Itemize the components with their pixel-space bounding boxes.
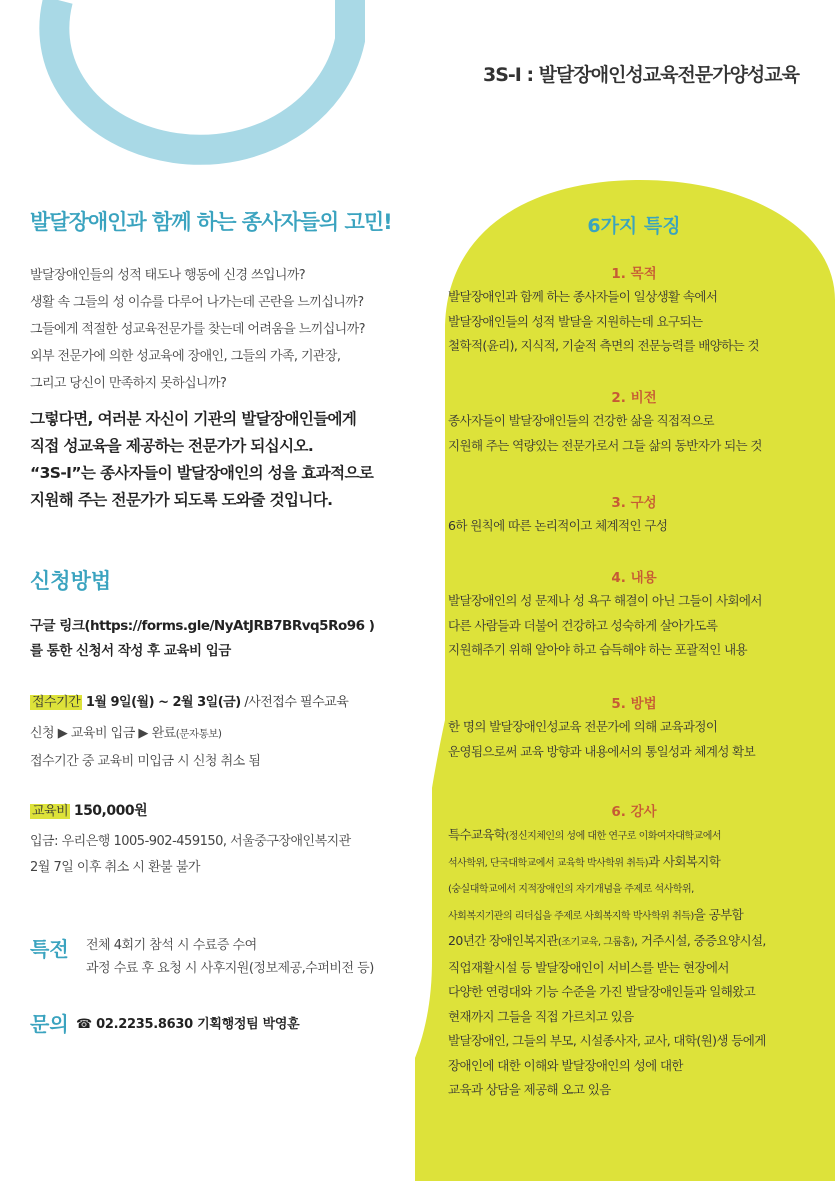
feature-title: 3. 구성 (611, 495, 657, 511)
feature-content (448, 566, 820, 663)
feature-purpose (448, 262, 820, 359)
perks-title: 특전 (30, 937, 69, 961)
feature-title: 4. 내용 (611, 570, 657, 586)
feature-title: 5. 방법 (611, 696, 657, 712)
instructor-line: 다양한 연령대와 기능 수준을 가진 발달장애인들과 일해왔고 (448, 984, 756, 999)
question-line: 외부 전문가에 의한 성교육에 장애인, 그들의 가족, 기관장, (30, 349, 341, 364)
phone-icon: ☎ (76, 1017, 92, 1032)
instructor-text: , 거주시설, 중증요양시설, (634, 933, 766, 948)
feature-line: 발달장애인과 함께 하는 종사자들이 일상생활 속에서 (448, 289, 718, 304)
contact-title: 문의 (30, 1012, 69, 1036)
cta-line: 그렇다면, 여러분 자신이 기관의 발달장애인들에게 (30, 410, 357, 428)
feature-title: 1. 목적 (611, 266, 657, 282)
instructor-line: 직업재활시설 등 발달장애인이 서비스를 받는 현장에서 (448, 959, 729, 975)
instructor-line: 장애인에 대한 이해와 발달장애인의 성에 대한 (448, 1057, 683, 1073)
period-label: 접수기간 (32, 695, 81, 710)
flow-row (30, 722, 221, 741)
question-line: 발달장애인들의 성적 태도나 행동에 신경 쓰입니까? (30, 268, 306, 283)
cta-line: “3S-I”는 종사자들이 발달장애인의 성을 효과적으로 (30, 464, 374, 482)
period-row (30, 690, 348, 715)
feature-line: 지원해주기 위해 알아야 하고 습득해야 하는 포괄적인 내용 (448, 642, 748, 657)
feature-line: 종사자들이 발달장애인들의 건강한 삶을 직접적으로 (448, 413, 714, 428)
cta-line: 지원해 주는 전문가가 되도록 도와줄 것입니다. (30, 491, 333, 509)
feature-title: 2. 비전 (611, 390, 657, 406)
features-title: 6가지 특징 (587, 215, 681, 237)
question-line: 그들에게 적절한 성교육전문가를 찾는데 어려움을 느끼십니까? (30, 322, 365, 337)
feature-line: 한 명의 발달장애인성교육 전문가에 의해 교육과정이 (448, 719, 718, 734)
perk-line: 과정 수료 후 요청 시 사후지원(정보제공,수퍼비전 등) (86, 961, 374, 976)
intro-call-to-action (30, 406, 373, 514)
feature-line: 지원해 주는 역량있는 전문가로서 그들 삶의 동반자가 되는 것 (448, 437, 762, 453)
period-note: /사전접수 필수교육 (244, 695, 349, 710)
instructor-note: (정신지체인의 성에 대한 연구로 이화여자대학교에서 (505, 831, 722, 842)
contact-text[interactable]: 02.2235.8630 기획행정팀 박영훈 (96, 1017, 300, 1032)
instructor-text: 을 공부함 (693, 906, 744, 922)
instructor-line: 발달장애인, 그들의 부모, 시설종사자, 교사, 대학(원)생 등에게 (448, 1033, 766, 1048)
fee-value: 150,000원 (73, 803, 148, 819)
instructor-text: 특수교육학 (448, 827, 506, 842)
apply-link-block (30, 614, 374, 664)
question-line: 생활 속 그들의 성 이슈를 다루어 나가는데 곤란을 느끼십니까? (30, 295, 364, 310)
ring-decoration (54, 0, 350, 150)
feature-title: 6. 강사 (611, 804, 657, 820)
feature-line: 운영됨으로써 교육 방향과 내용에서의 통일성과 체계성 확보 (448, 743, 756, 759)
contact-info (76, 1013, 299, 1032)
bank-info: 입금: 우리은행 1005-902-459150, 서울중구장애인복지관 (30, 834, 351, 849)
instructor-note: 석사학위, 단국대학교에서 교육학 박사학위 취득) (448, 857, 648, 869)
perk-line: 전체 4회기 참석 시 수료증 수여 (86, 938, 257, 953)
instructor-note: (조기교육, 그룹홈) (557, 937, 635, 948)
question-line: 그리고 당신이 만족하지 못하십니까? (30, 376, 227, 391)
instructor-note: 사회복지기관의 리더십을 주제로 사회복지학 박사학위 취득) (448, 910, 694, 922)
instructor-note: (숭실대학교에서 지적장애인의 자기개념을 주제로 석사학위, (448, 884, 694, 895)
fee-label: 교육비 (32, 804, 69, 819)
feature-instructor (448, 800, 820, 1103)
instructor-text: 과 사회복지학 (648, 853, 721, 869)
intro-title: 발달장애인과 함께 하는 종사자들의 고민! (30, 210, 392, 234)
instructor-text: 20년간 장애인복지관 (448, 933, 558, 948)
refund-note: 2월 7일 이후 취소 시 환불 불가 (30, 860, 200, 875)
page-title: 3S-I : 발달장애인성교육전문가양성교육 (483, 64, 799, 86)
apply-link-desc: 를 통한 신청서 작성 후 교육비 입금 (30, 643, 231, 659)
flow-main: 신청 ▶ 교육비 입금 ▶ 완료 (30, 726, 176, 741)
apply-title: 신청방법 (30, 569, 112, 593)
period-value: 1월 9일(월) ~ 2월 3일(금) (85, 695, 241, 710)
feature-method (448, 692, 820, 764)
feature-line: 발달장애인들의 성적 발달을 지원하는데 요구되는 (448, 313, 703, 329)
cancel-note: 접수기간 중 교육비 미입금 시 신청 취소 됨 (30, 754, 261, 769)
feature-structure (448, 491, 820, 539)
perks-lines (86, 934, 374, 980)
cta-line: 직접 성교육을 제공하는 전문가가 되십시오. (30, 437, 314, 455)
instructor-line: 교육과 상담을 제공해 오고 있음 (448, 1082, 611, 1097)
instructor-line: 현재까지 그들을 직접 가르치고 있음 (448, 1008, 634, 1024)
feature-line: 6하 원칙에 따른 논리적이고 체계적인 구성 (448, 518, 668, 533)
fee-row (30, 800, 147, 820)
flow-note: (문자통보) (175, 728, 222, 740)
feature-line: 철학적(윤리), 지식적, 기술적 측면의 전문능력를 배양하는 것 (448, 338, 759, 353)
feature-line: 발달장애인의 성 문제나 성 욕구 해결이 아닌 그들이 사회에서 (448, 593, 762, 608)
feature-line: 다른 사람들과 더불어 건강하고 성숙하게 살아가도록 (448, 617, 718, 633)
intro-questions (30, 262, 365, 397)
apply-link[interactable]: 구글 링크(https://forms.gle/NyAtJRB7BRvq5Ro96 ) (30, 618, 375, 634)
feature-vision (448, 386, 820, 458)
